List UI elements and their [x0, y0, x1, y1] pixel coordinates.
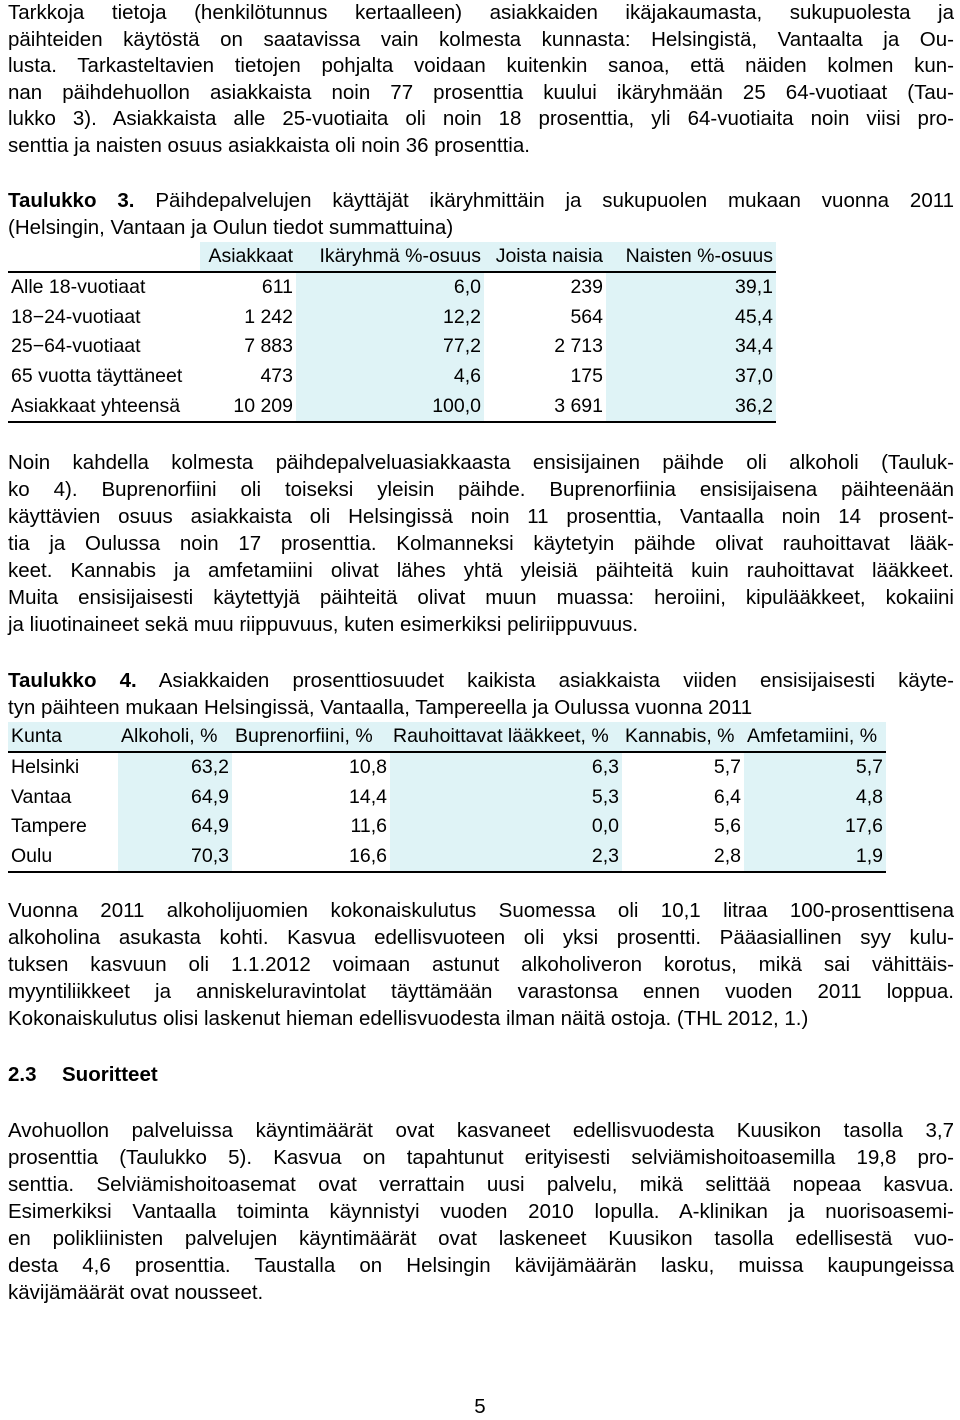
table-cell: 100,0: [296, 391, 484, 422]
column-header: Buprenorfiini, %: [232, 722, 390, 752]
row-label: 65 vuotta täyttäneet: [11, 365, 183, 388]
table-cell: 6,0: [296, 272, 484, 303]
row-label: Asiakkaat yhteensä: [8, 391, 200, 422]
table-header-row: [8, 242, 776, 272]
table-cell: 12,2: [296, 303, 484, 333]
table-cell: 4,6: [296, 362, 484, 392]
table-cell: 10,8: [349, 756, 387, 779]
text-line: Vuonna 2011 alkoholijuomien kokonaiskulutus Suomessa oli 10,1 litraa 100-prosenttisena: [8, 899, 954, 922]
column-header: Rauhoittavat lääkkeet, %: [390, 722, 622, 752]
table-cell: 64,9: [118, 812, 232, 842]
section-title: Suoritteet: [62, 1063, 158, 1086]
table-cell: 34,4: [606, 332, 776, 362]
table-cell: 7 883: [244, 335, 293, 358]
text-line: Muita ensisijaisesti käytettyjä päihteitä olivat muun muassa: heroiini, kipulääkkeet, kokaiini: [8, 586, 954, 609]
table-row: [8, 783, 886, 813]
table-cell: 17,6: [744, 812, 886, 842]
section-heading: [8, 1062, 158, 1088]
table-cell: 77,2: [296, 332, 484, 362]
column-header: Naisten %-osuus: [606, 242, 776, 272]
text-line: Esimerkiksi Vantaalla toiminta käynnistyi vuoden 2010 lopulla. A-klinikan ja nuorisoasemi-: [8, 1200, 954, 1223]
table3-caption: [8, 188, 954, 214]
text-line: Avohuollon palveluissa käyntimäärät ovat kasvaneet edellisvuodesta Kuusikon tasolla 3,7: [8, 1119, 954, 1142]
text-line: myyntiliikkeet ja anniskeluravintolat täyttämään varastonsa ennen vuoden 2011 loppua.: [8, 980, 954, 1003]
table-cell: 239: [570, 276, 603, 299]
table4-label: Taulukko 4.: [8, 669, 137, 692]
column-header: Joista naisia: [484, 242, 606, 272]
table3-caption-text: Päihdepalvelujen käyttäjät ikäryhmittäin ja sukupuolen mukaan vuonna 2011: [155, 189, 955, 212]
text-line: desta 4,6 prosenttia. Taustalla on Helsingin kävijämäärän lasku, muissa kaupungeissa: [8, 1254, 954, 1277]
table-cell: 473: [260, 365, 293, 388]
table4: [8, 722, 886, 873]
text-line: päihteiden käytöstä on saatavissa vain kolmesta kunnasta: Helsingistä, Vantaalta ja Ou-: [8, 27, 954, 51]
table4-caption: [8, 668, 954, 694]
text-line: kävijämäärät ovat nousseet.: [8, 1281, 264, 1304]
text-line: prosenttia (Taulukko 5). Kasvua on tapahtunut erityisesti selviämishoitoasemilla 19,8 pro-: [8, 1146, 954, 1169]
table-cell: 0,0: [390, 812, 622, 842]
table-cell: 6,3: [390, 752, 622, 783]
row-label: 25−64-vuotiaat: [11, 335, 141, 358]
text-line: Kokonaiskulutus olisi laskenut hieman edellisvuodesta ilman näitä ostoja. (THL 2012, 1.): [8, 1007, 809, 1030]
text-line: nan päihdehuollon asiakkaista noin 77 prosenttia kuului ikäryhmään 25 64-vuotiaat (Tau-: [8, 80, 954, 104]
table-cell: 564: [570, 305, 603, 328]
table-cell: 37,0: [606, 362, 776, 392]
column-header: Alkoholi, %: [118, 722, 232, 752]
text-line: ko 4). Buprenorfiini oli toiseksi yleisin päihde. Buprenorfiinia ensisijaisena päihteenään: [8, 478, 954, 501]
table-cell: 3 691: [484, 391, 606, 422]
table-cell: 6,4: [713, 785, 741, 808]
table-row: [8, 303, 776, 333]
table-cell: 39,1: [606, 272, 776, 303]
text-line: lukko 3). Asiakkaista alle 25-vuotiaita oli noin 18 prosenttia, yli 64-vuotiaita noin viisi pro-: [8, 107, 954, 130]
column-header: Ikäryhmä %-osuus: [296, 242, 484, 272]
text-line: Tarkkoja tietoja (henkilötunnus kertaalleen) asiakkaiden ikäjakaumasta, sukupuolesta ja: [8, 1, 954, 24]
column-header: [8, 242, 200, 272]
text-line: keet. Kannabis ja amfetamiini olivat lähes yhtä yleisiä päihteitä kuin rauhoittavat lääkkeet.: [8, 559, 954, 582]
text-line: käyttävien osuus asiakkaista oli Helsingissä noin 11 prosenttia, Vantaalla noin 14 prosent-: [8, 505, 954, 528]
column-header: Kannabis, %: [622, 722, 744, 752]
table-cell: 4,8: [744, 783, 886, 813]
row-label: Helsinki: [11, 756, 80, 779]
row-label: Vantaa: [11, 785, 72, 808]
table-cell: 5,7: [744, 752, 886, 783]
table-cell: 1 242: [244, 305, 293, 328]
text-line: Noin kahdella kolmesta päihdepalveluasiakkaasta ensisijainen päihde oli alkoholi (Tauluk-: [8, 451, 954, 474]
table-cell: 5,7: [713, 756, 741, 779]
row-label: Oulu: [8, 842, 118, 873]
table-cell: 5,6: [713, 815, 741, 838]
table-row: [8, 362, 776, 392]
section-number: 2.3: [8, 1063, 37, 1086]
text-line: en polikliinisten palvelujen käyntimäärät ovat laskeneet Kuusikon tasolla edellisestä vuo-: [8, 1227, 954, 1250]
table-cell: 2,3: [390, 842, 622, 873]
table-cell: 16,6: [232, 842, 390, 873]
table-cell: 10 209: [200, 391, 296, 422]
page-number: 5: [474, 1395, 486, 1418]
table3-caption-line2: (Helsingin, Vantaan ja Oulun tiedot summattuina): [8, 215, 454, 239]
row-label: 18−24-vuotiaat: [11, 305, 141, 328]
row-label: Alle 18-vuotiaat: [11, 276, 146, 299]
table-cell: 11,6: [350, 815, 387, 838]
table-cell: 2 713: [554, 335, 603, 358]
table-cell: 1,9: [744, 842, 886, 873]
row-label: Tampere: [11, 815, 87, 838]
table-cell: 175: [570, 365, 603, 388]
table4-caption-line2: tyn päihteen mukaan Helsingissä, Vantaalla, Tampereella ja Oulussa vuonna 2011: [8, 695, 753, 719]
table-cell: 64,9: [118, 783, 232, 813]
table-row: [8, 812, 886, 842]
table-row: [8, 752, 886, 783]
text-line: alkoholina asukasta kohti. Kasvua edellisvuoteen oli yksi prosentti. Pääasiallinen syy kulu-: [8, 926, 954, 949]
text-line: senttia ja naisten osuus asiakkaista oli noin 36 prosenttia.: [8, 133, 530, 157]
table-cell: 5,3: [390, 783, 622, 813]
text-line: tuksen kasvuun oli 1.1.2012 voimaan astunut alkoholiveron korotus, mikä sai vähittäis-: [8, 953, 954, 976]
table-row: [8, 842, 886, 873]
table3-label: Taulukko 3.: [8, 189, 135, 212]
text-line: senttia. Selviämishoitoasemat ovat verrattain uusi palvelu, mikä selittää nopeaa kasvua.: [8, 1173, 954, 1196]
table-row: [8, 391, 776, 422]
table-header-row: [8, 722, 886, 752]
table-cell: 611: [261, 276, 293, 299]
table4-caption-text: Asiakkaiden prosenttiosuudet kaikista asiakkaista viiden ensisijaisesti käyte-: [158, 669, 954, 692]
table-cell: 70,3: [118, 842, 232, 873]
table-cell: 45,4: [606, 303, 776, 333]
table-cell: 36,2: [606, 391, 776, 422]
table-cell: 63,2: [118, 752, 232, 783]
text-line: tia ja Oulussa noin 17 prosenttia. Kolmanneksi käytetyin päihde olivat rauhoittavat lääk-: [8, 532, 954, 555]
table-cell: 2,8: [622, 842, 744, 873]
table-row: [8, 272, 776, 303]
column-header: Kunta: [8, 722, 118, 752]
column-header: Amfetamiini, %: [744, 722, 886, 752]
table-cell: 14,4: [349, 785, 387, 808]
text-line: lusta. Tarkasteltavien tietojen pohjalta voidaan kuitenkin sanoa, että näiden kolmen kun-: [8, 54, 954, 77]
column-header: Asiakkaat: [200, 242, 296, 272]
table3: [8, 242, 776, 423]
table-row: [8, 332, 776, 362]
text-line: ja liuotinaineet sekä muu riippuvuus, kuten esimerkiksi peliriippuvuus.: [8, 613, 639, 636]
